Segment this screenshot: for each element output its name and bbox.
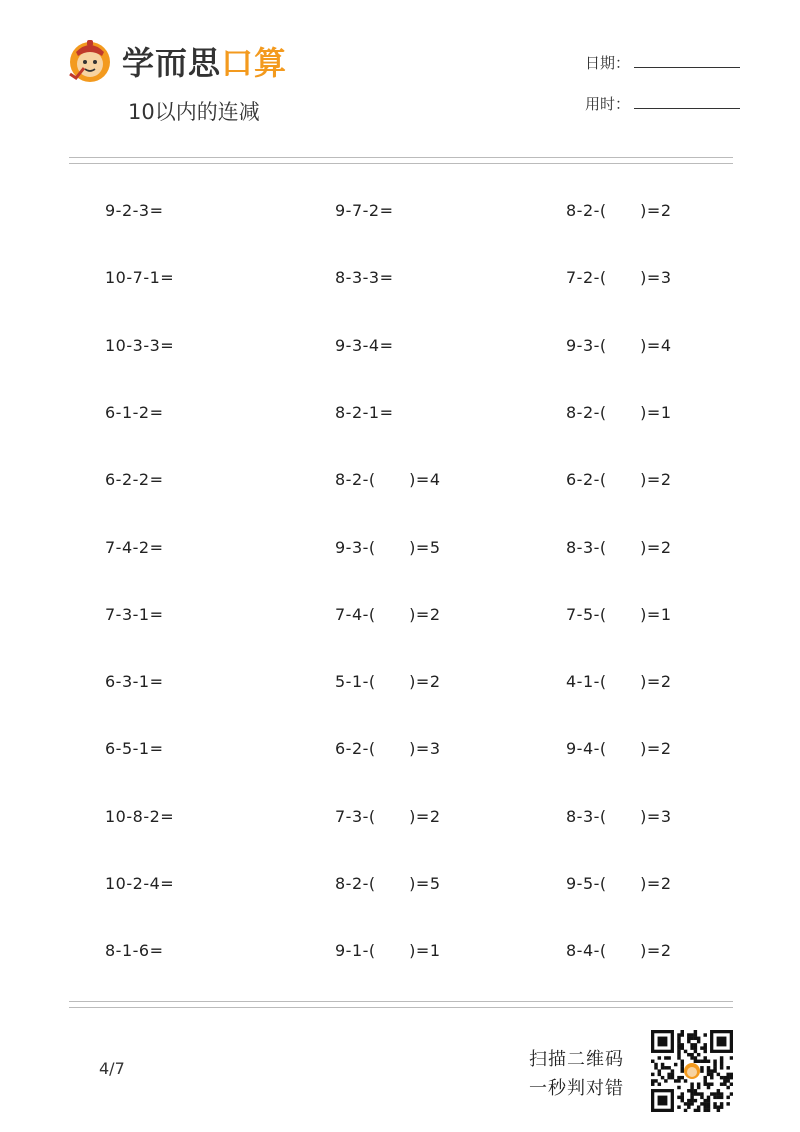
problem-item[interactable]: 9-5-( )=2 [566, 874, 672, 893]
problem-item[interactable]: 6-2-( )=2 [566, 470, 672, 490]
problem-item[interactable]: 7-5-( )=1 [566, 604, 672, 624]
date-label: 日期： [585, 54, 631, 72]
problem-item[interactable]: 9-7-2= [335, 201, 394, 220]
problem-item[interactable]: 9-3-( )=5 [335, 537, 441, 557]
page-number: 4/7 [99, 1059, 125, 1078]
problem-item[interactable]: 4-1-( )=2 [566, 672, 672, 692]
problem-item[interactable]: 8-2-1= [335, 402, 394, 422]
worksheet-title: 10以内的连减 [128, 100, 260, 124]
problem-item[interactable]: 7-4-2= [105, 537, 164, 557]
qr-code-icon[interactable] [651, 1030, 733, 1112]
problem-item[interactable]: 10-2-4= [105, 874, 175, 893]
problem-item[interactable]: 7-3-( )=2 [335, 806, 441, 826]
problem-item[interactable]: 10-8-2= [105, 806, 175, 826]
problem-item[interactable]: 8-4-( )=2 [566, 941, 672, 961]
problem-item[interactable]: 8-2-( )=4 [335, 470, 441, 490]
problem-item[interactable]: 6-1-2= [105, 402, 164, 422]
brand-product: 口算 [221, 44, 288, 82]
scan-instruction-line2: 一秒判对错 [529, 1078, 624, 1099]
problem-item[interactable]: 10-3-3= [105, 335, 175, 355]
problem-item[interactable]: 6-5-1= [105, 739, 164, 759]
problem-item[interactable]: 9-3-4= [335, 335, 394, 355]
problem-item[interactable]: 8-3-3= [335, 268, 394, 288]
problem-item[interactable]: 7-3-1= [105, 604, 164, 624]
problem-item[interactable]: 9-1-( )=1 [335, 941, 441, 961]
problem-item[interactable]: 9-4-( )=2 [566, 739, 672, 759]
problem-item[interactable]: 9-2-3= [105, 201, 164, 220]
problem-item[interactable]: 6-2-( )=3 [335, 739, 441, 759]
footer-divider [69, 1001, 733, 1008]
brand-name: 学而思 [122, 44, 222, 82]
problem-item[interactable]: 5-1-( )=2 [335, 672, 441, 692]
scan-instruction-line1: 扫描二维码 [529, 1049, 624, 1070]
problem-item[interactable]: 6-3-1= [105, 672, 164, 692]
problem-item[interactable]: 10-7-1= [105, 268, 175, 288]
problem-item[interactable]: 9-3-( )=4 [566, 335, 672, 355]
problem-item[interactable]: 6-2-2= [105, 470, 164, 490]
problem-item[interactable]: 8-2-( )=5 [335, 874, 441, 893]
problem-item[interactable]: 8-2-( )=2 [566, 201, 672, 220]
problem-item[interactable]: 8-1-6= [105, 941, 164, 961]
problem-item[interactable]: 7-2-( )=3 [566, 268, 672, 288]
problem-item[interactable]: 7-4-( )=2 [335, 604, 441, 624]
time-label: 用时： [585, 95, 631, 113]
problem-item[interactable]: 8-3-( )=2 [566, 537, 672, 557]
problem-item[interactable]: 8-3-( )=3 [566, 806, 672, 826]
problem-item[interactable]: 8-2-( )=1 [566, 402, 672, 422]
